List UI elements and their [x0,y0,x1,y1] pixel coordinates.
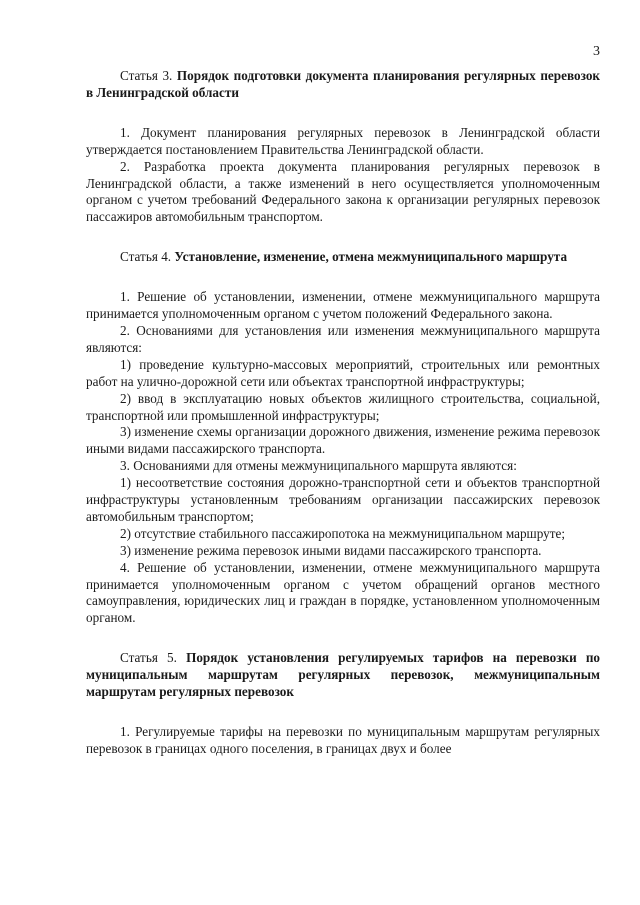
paragraph: 1. Документ планирования регулярных перевозок в Ленинградской области утверждается постановлением Правительства Ленинградской области. [86,124,600,157]
paragraph: 2. Основаниями для установления или изменения межмуниципального маршрута являются: [86,322,600,355]
article-3 [86,68,600,226]
article-title: Порядок установления регулируемых тарифов на перевозки по муниципальным маршрутам регулярных перевозок, межмуниципальным маршрутам регулярных перевозок [86,650,601,700]
article-4 [86,249,600,627]
article-heading [86,650,600,701]
article-number: Статья 4. [120,249,172,265]
list-item: 1) проведение культурно-массовых мероприятий, строительных или ремонтных работ на улично-дорожной сети или объектах транспортной инфраструктуры; [86,356,600,389]
article-title: Установление, изменение, отмена межмуниципального маршрута [174,249,568,265]
paragraph: 3. Основаниями для отмены межмуниципального маршрута являются: [120,458,517,474]
list-item: 3) изменение режима перевозок иными видами пассажирского транспорта. [120,542,542,558]
list-item: 3) изменение схемы организации дорожного движения, изменение режима перевозок иными видами пассажирского транспорта. [86,424,600,457]
article-number: Статья 5. [120,650,177,666]
paragraph: 2. Разработка проекта документа планирования регулярных перевозок в Ленинградской области, а также изменений в него осуществляется уполномоченным органом с учетом требований Федерального закона к организации регулярных перевозок пассажиров автомобильным транспортом. [86,158,600,225]
paragraph: 4. Решение об установлении, изменении, отмене межмуниципального маршрута принимается уполномоченным органом с учетом обращений органов местного самоуправления, юридических лиц и граждан в порядке, установленном уполномоченным органом. [86,559,600,626]
article-heading [86,68,600,102]
list-item: 2) ввод в эксплуатацию новых объектов жилищного строительства, социальной, транспортной или промышленной инфраструктуры; [86,390,600,423]
article-5 [86,650,600,758]
article-title: Порядок подготовки документа планирования регулярных перевозок в Ленинградской области [86,68,601,100]
page-number: 3 [593,44,600,59]
paragraph: 1. Решение об установлении, изменении, отмене межмуниципального маршрута принимается уполномоченным органом с учетом положений Федерального закона. [86,289,600,322]
paragraph: 1. Регулируемые тарифы на перевозки по муниципальным маршрутам регулярных перевозок в границах одного поселения, в границах двух и более [86,724,600,756]
article-number: Статья 3. [120,68,173,83]
list-item: 1) несоответствие состояния дорожно-транспортной сети и объектов транспортной инфраструктуры установленным требованиям организации пассажирских перевозок автомобильным транспортом; [86,475,600,524]
article-heading [86,249,600,266]
document-body [86,68,600,758]
list-item: 2) отсутствие стабильного пассажиропотока на межмуниципальном маршруте; [120,525,565,541]
